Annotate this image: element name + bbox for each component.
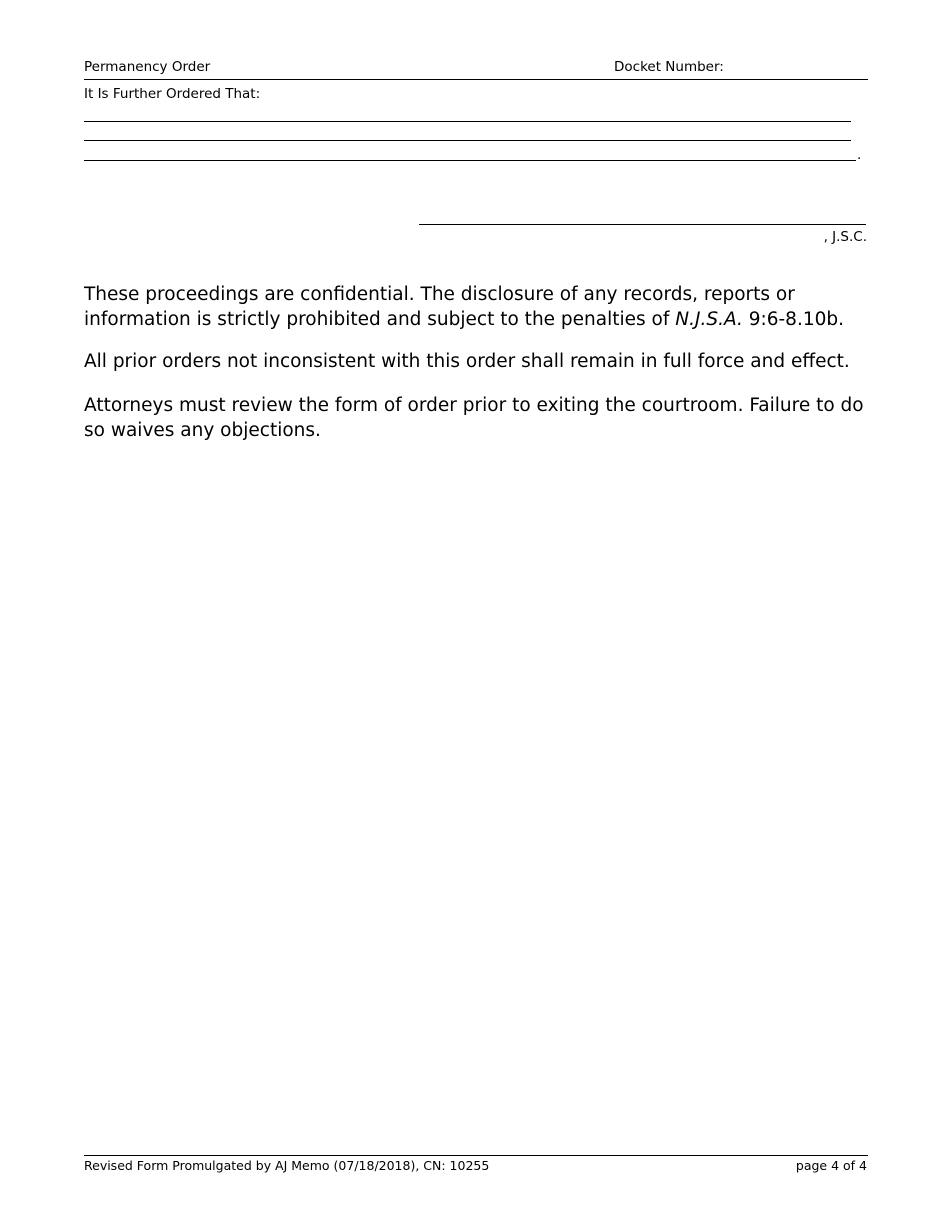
further-ordered-label: It Is Further Ordered That: <box>84 86 261 102</box>
order-line-3[interactable] <box>84 160 856 161</box>
statute-section: 9:6-8.10b. <box>748 309 844 330</box>
docket-number-label: Docket Number: <box>614 59 724 75</box>
confidentiality-text: These proceedings are confidential. The disclosure of any records, reports or information is strictly prohibited and subject to the penalties of <box>84 284 795 330</box>
footer-rule <box>84 1155 868 1156</box>
form-title: Permanency Order <box>84 59 211 75</box>
attorney-review-notice: Attorneys must review the form of order prior to exiting the courtroom. Failure to do so waives any objections. <box>84 395 864 441</box>
order-line-end-period: . <box>857 147 862 163</box>
page-number: page 4 of 4 <box>795 1158 867 1173</box>
order-line-1[interactable] <box>84 121 851 122</box>
order-line-2[interactable] <box>84 140 851 141</box>
prior-orders-notice: All prior orders not inconsistent with this order shall remain in full force and effect. <box>84 351 850 372</box>
jsc-suffix: , J.S.C. <box>823 229 867 245</box>
confidentiality-notice <box>84 282 874 332</box>
judge-signature-line[interactable] <box>419 224 866 225</box>
header-rule <box>84 79 868 80</box>
statute-citation: N.J.S.A. <box>675 309 743 330</box>
footer-revision: Revised Form Promulgated by AJ Memo (07/18/2018), CN: 10255 <box>84 1158 490 1173</box>
